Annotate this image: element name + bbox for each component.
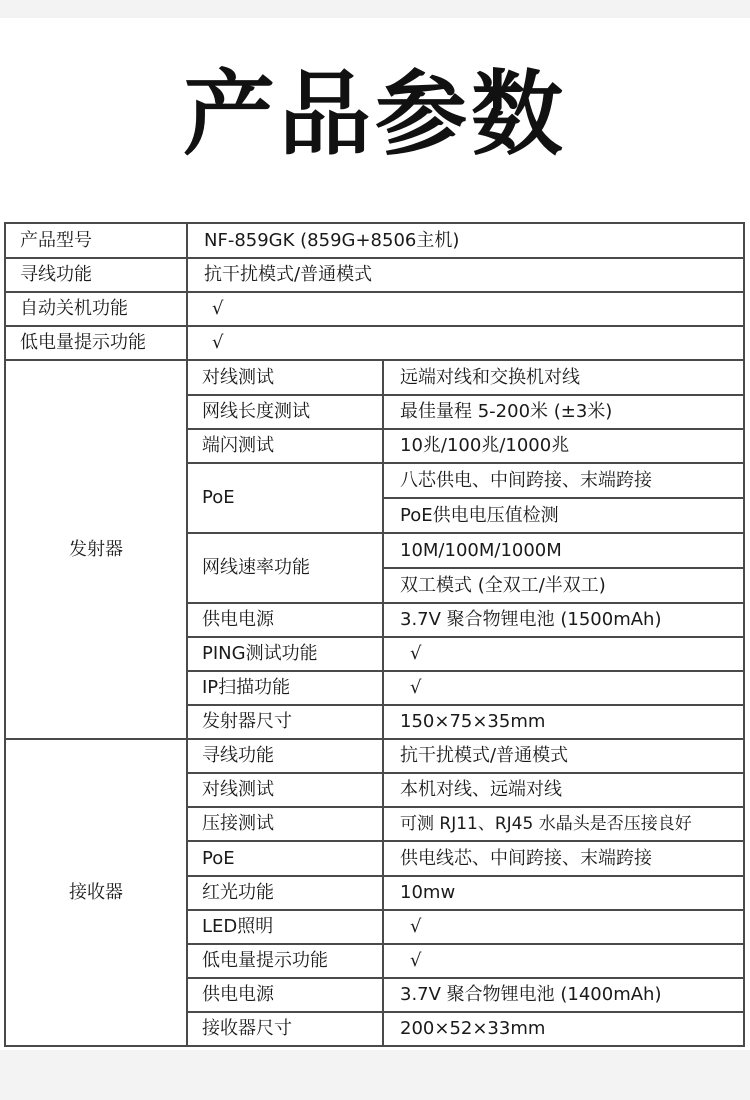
check-mark: √ [383,910,744,944]
feature-value: 200×52×33mm [383,1012,744,1046]
feature-label: 网线速率功能 [187,533,383,603]
check-mark: √ [187,326,744,360]
table-row [5,292,744,326]
spec-label: 产品型号 [5,223,187,258]
feature-value: 3.7V 聚合物锂电池 (1500mAh) [383,603,744,637]
feature-label: 供电电源 [187,603,383,637]
check-mark: √ [383,637,744,671]
feature-value: 10兆/100兆/1000兆 [383,429,744,463]
feature-value: 10M/100M/1000M [383,533,744,568]
feature-label: IP扫描功能 [187,671,383,705]
spec-label: 低电量提示功能 [5,326,187,360]
table-row [5,223,744,258]
feature-value: 八芯供电、中间跨接、末端跨接 [383,463,744,498]
check-mark: √ [383,671,744,705]
feature-value: 3.7V 聚合物锂电池 (1400mAh) [383,978,744,1012]
feature-value: 本机对线、远端对线 [383,773,744,807]
feature-label: 供电电源 [187,978,383,1012]
table-row [5,360,744,395]
receiver-group-label: 接收器 [5,739,187,1046]
feature-value: 150×75×35mm [383,705,744,739]
feature-label: 红光功能 [187,876,383,910]
table-row [5,258,744,292]
check-mark: √ [187,292,744,326]
feature-label: 对线测试 [187,773,383,807]
feature-value: 供电线芯、中间跨接、末端跨接 [383,841,744,876]
feature-value: 远端对线和交换机对线 [383,360,744,395]
feature-value: 抗干扰模式/普通模式 [383,739,744,773]
feature-label: 接收器尺寸 [187,1012,383,1046]
feature-label: 端闪测试 [187,429,383,463]
spec-value: 抗干扰模式/普通模式 [187,258,744,292]
feature-value: PoE供电电压值检测 [383,498,744,533]
feature-label: PING测试功能 [187,637,383,671]
spec-label: 自动关机功能 [5,292,187,326]
spec-value: NF-859GK (859G+8506主机) [187,223,744,258]
transmitter-group-label: 发射器 [5,360,187,739]
page-title: 产品参数 [182,61,567,168]
table-row [5,326,744,360]
spec-table [4,222,745,1047]
feature-label: 寻线功能 [187,739,383,773]
feature-label: 发射器尺寸 [187,705,383,739]
feature-label: 低电量提示功能 [187,944,383,978]
top-divider-strip [0,0,750,18]
feature-value: 双工模式 (全双工/半双工) [383,568,744,603]
feature-label: 压接测试 [187,807,383,841]
feature-label: PoE [187,841,383,876]
feature-label: PoE [187,463,383,533]
feature-value: 最佳量程 5-200米 (±3米) [383,395,744,429]
feature-label: 网线长度测试 [187,395,383,429]
feature-label: 对线测试 [187,360,383,395]
check-mark: √ [383,944,744,978]
feature-value: 可测 RJ11、RJ45 水晶头是否压接良好 [383,807,744,841]
spec-label: 寻线功能 [5,258,187,292]
feature-value: 10mw [383,876,744,910]
table-row [5,739,744,773]
feature-label: LED照明 [187,910,383,944]
bottom-divider-strip [0,1050,750,1100]
